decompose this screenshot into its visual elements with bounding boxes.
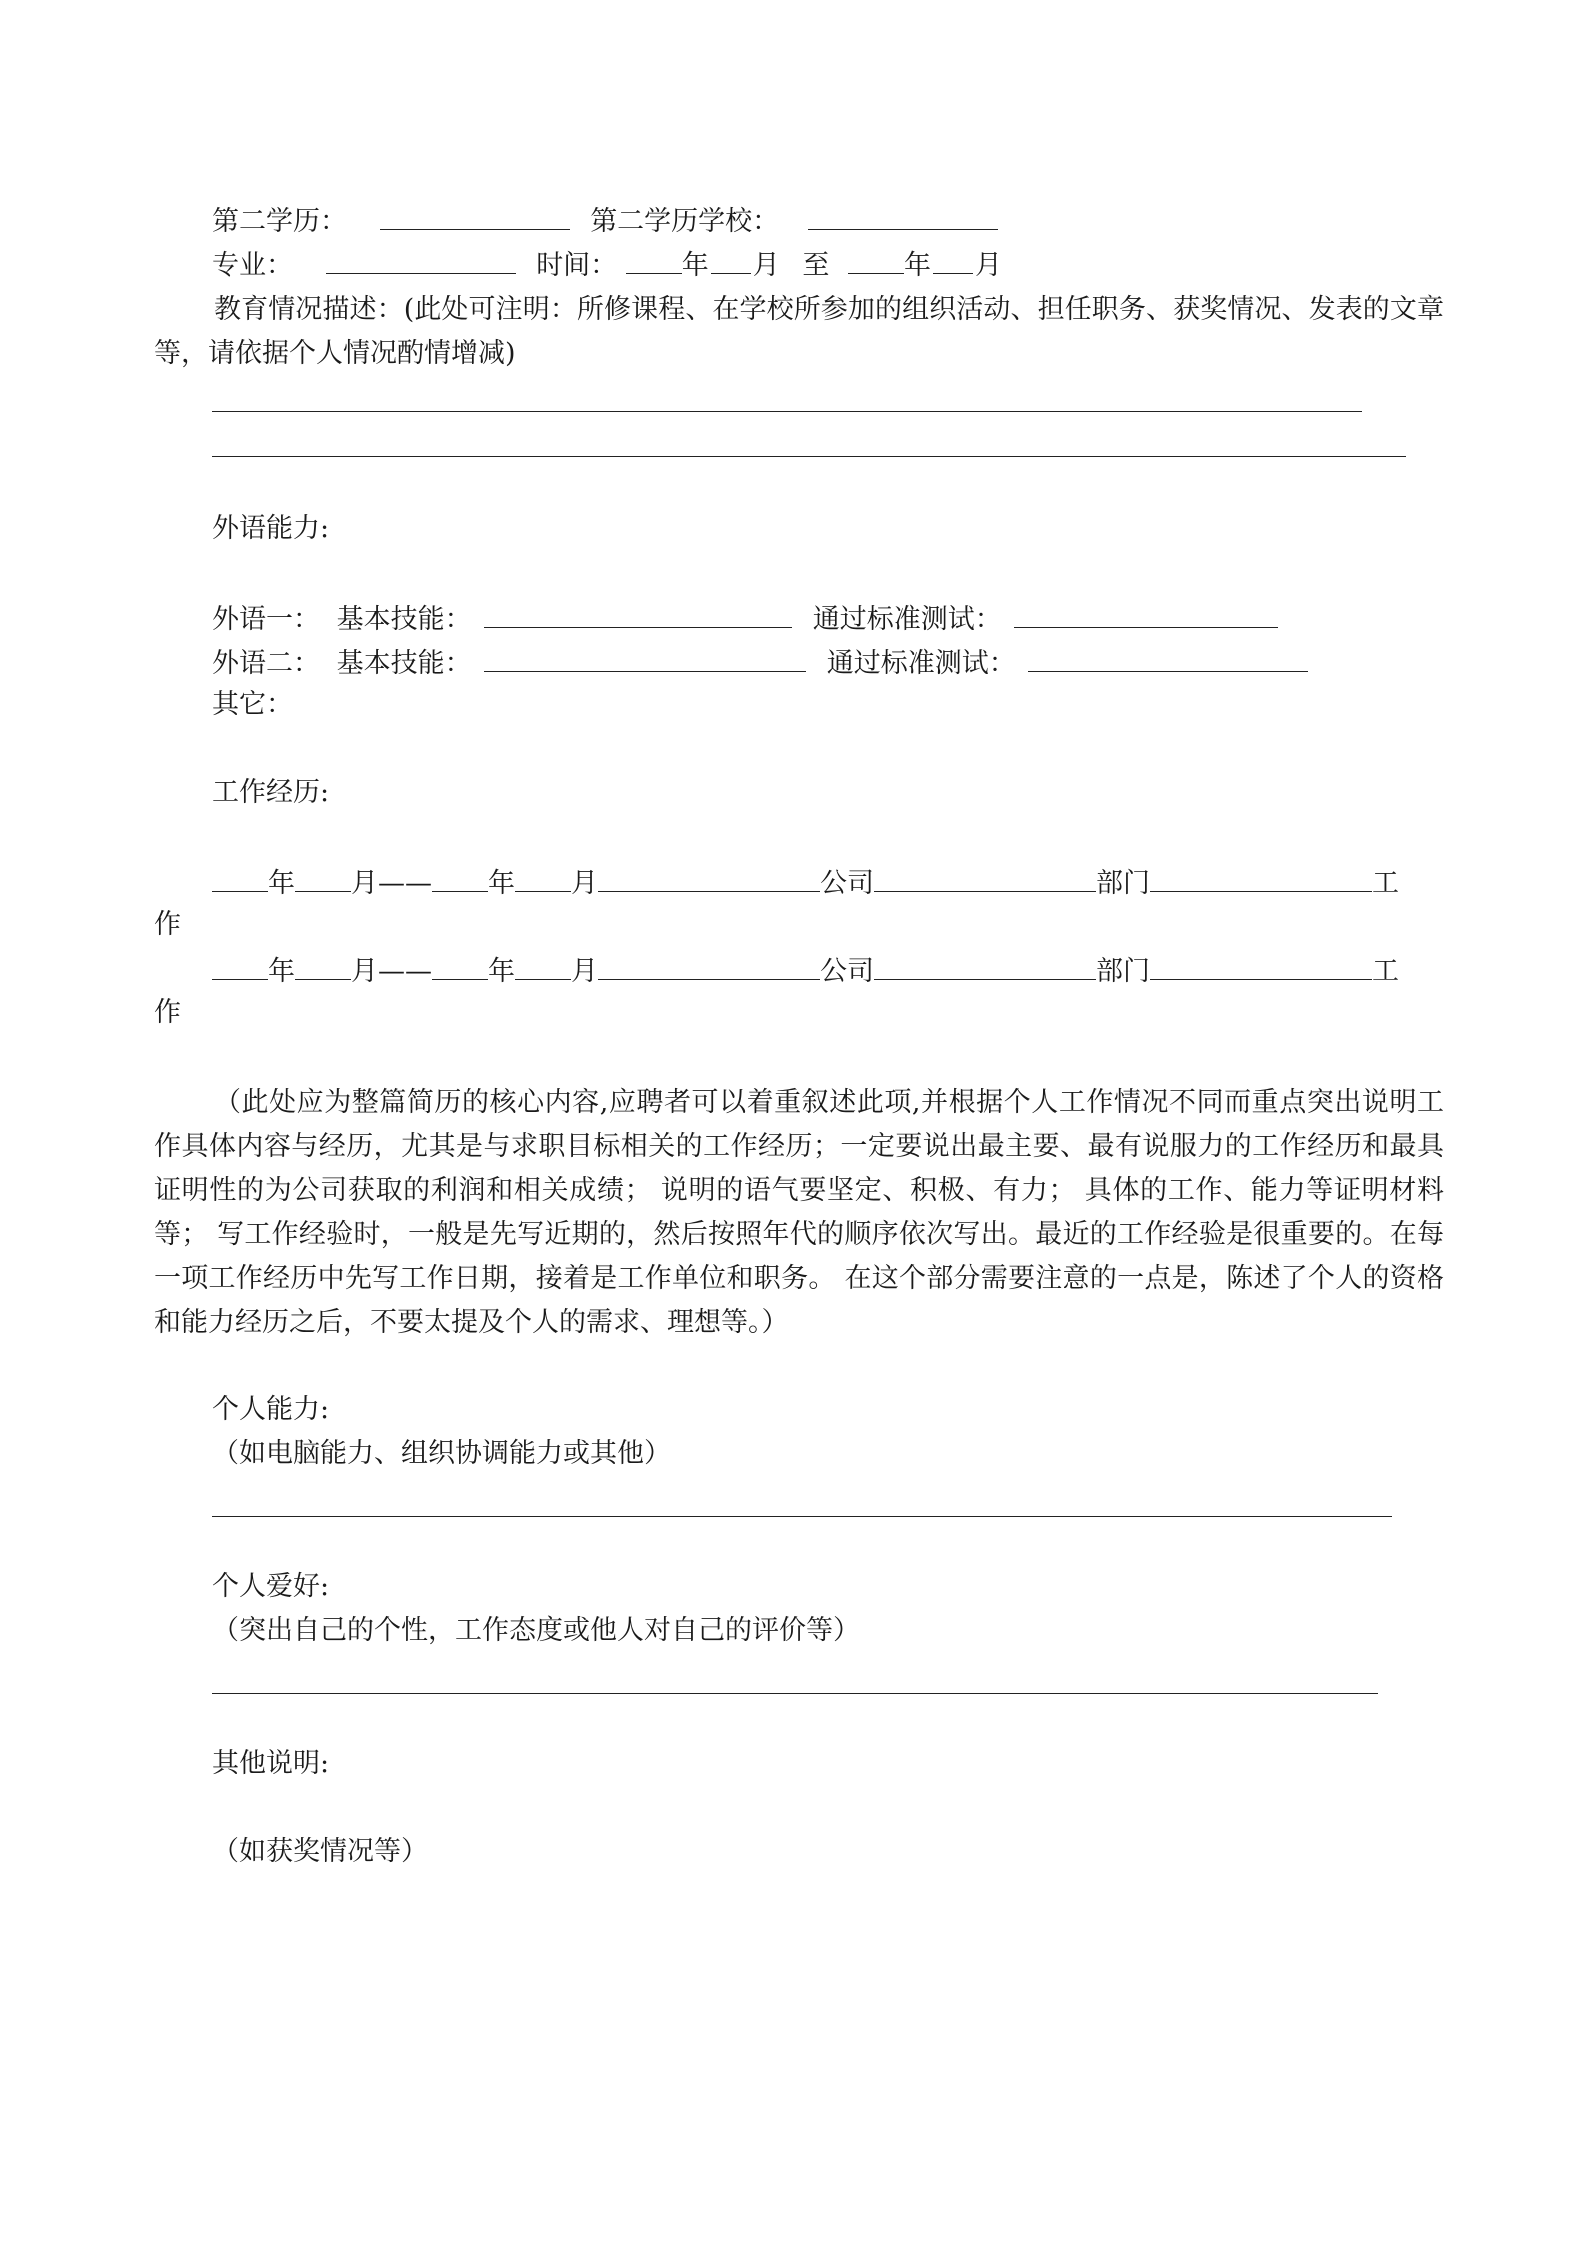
dept-label: 部门 (1096, 956, 1150, 987)
end-year-field[interactable] (848, 249, 904, 274)
month-label: 月 (351, 868, 378, 899)
hobby-hint: （突出自己的个性，工作态度或他人对自己的评价等） (212, 1615, 860, 1646)
work-end-month[interactable] (515, 867, 571, 892)
work-company-field[interactable] (598, 955, 820, 980)
language-1-label: 外语一： (212, 604, 320, 635)
education-description: 教育情况描述：(此处可注明：所修课程、在学校所参加的组织活动、担任职务、获奖情况、发表的文章等，请依据个人情况酌情增减) (154, 294, 1444, 369)
to-label: 至 (802, 250, 830, 281)
work-char: 工 (1372, 868, 1399, 899)
work-row-1 (212, 867, 1399, 897)
work-row-2-wrap: 作 (154, 997, 181, 1028)
work-end-year[interactable] (432, 867, 488, 892)
language-1-skill-field[interactable] (484, 603, 792, 628)
second-school-label: 第二学历学校： (590, 206, 780, 237)
work-title-field[interactable] (1150, 955, 1372, 980)
second-degree-field[interactable] (380, 205, 570, 230)
ability-hint: （如电脑能力、组织协调能力或其他） (212, 1438, 671, 1469)
dash: —— (378, 868, 432, 899)
work-title-field[interactable] (1150, 867, 1372, 892)
skill-label: 基本技能： (336, 604, 472, 635)
month-label: 月 (571, 956, 598, 987)
year-label: 年 (681, 250, 709, 281)
year-label: 年 (268, 868, 295, 899)
end-month-field[interactable] (933, 249, 973, 274)
language-2-row (212, 647, 1312, 677)
month-label: 月 (571, 868, 598, 899)
test-label: 通过标准测试： (812, 604, 1002, 635)
language-2-skill-field[interactable] (484, 647, 806, 672)
work-row-1-wrap: 作 (154, 909, 181, 940)
language-2-label: 外语二： (212, 648, 320, 679)
work-start-month[interactable] (295, 955, 351, 980)
work-char: 工 (1372, 956, 1399, 987)
work-start-month[interactable] (295, 867, 351, 892)
work-company-field[interactable] (598, 867, 820, 892)
company-label: 公司 (820, 868, 874, 899)
description-line-1[interactable] (212, 411, 1362, 412)
work-note: （此处应为整篇简历的核心内容,应聘者可以着重叙述此项,并根据个人工作情况不同而重点突出说明工作具体内容与经历，尤其是与求职目标相关的工作经历；一定要说出最主要、最有说服力的工作经历和最具证明性的为公司获取的利润和相关成绩； 说明的语气要坚定、积极、有力； 具体的工作、能力等证明材料等； 写工作经验时，一般是先写近期的，然后按照年代的顺序依次写出。最近的工作经验是很重要的。在每一项工作经历中先写工作日期，接着是工作单位和职务。 在这个部分需要注意的一点是，陈述了个人的资格和能力经历之后，不要太提及个人的需求、理想等。） (154, 1087, 1444, 1338)
work-end-month[interactable] (515, 955, 571, 980)
company-label: 公司 (820, 956, 874, 987)
work-dept-field[interactable] (874, 867, 1096, 892)
major-field[interactable] (326, 249, 516, 274)
description-line-2[interactable] (212, 456, 1406, 457)
language-2-test-field[interactable] (1028, 647, 1308, 672)
work-end-year[interactable] (432, 955, 488, 980)
major-label: 专业： (212, 250, 293, 281)
language-1-row (212, 603, 1282, 633)
hobby-section-title: 个人爱好: (212, 1571, 330, 1602)
second-degree-label: 第二学历： (212, 206, 347, 237)
work-row-2 (212, 955, 1399, 985)
dash: —— (378, 956, 432, 987)
other-hint: （如获奖情况等） (212, 1836, 428, 1867)
other-section-title: 其他说明: (212, 1748, 330, 1779)
second-school-field[interactable] (808, 205, 998, 230)
work-start-year[interactable] (212, 867, 268, 892)
month-label: 月 (974, 250, 1002, 281)
year-label: 年 (268, 956, 295, 987)
test-label: 通过标准测试： (826, 648, 1016, 679)
start-year-field[interactable] (626, 249, 682, 274)
hobby-line[interactable] (212, 1693, 1378, 1694)
year-label: 年 (488, 956, 515, 987)
language-other-label: 其它： (212, 689, 293, 720)
language-section-title: 外语能力: (212, 513, 330, 544)
major-time-row (212, 249, 1002, 279)
time-label: 时间： (536, 250, 618, 281)
work-start-year[interactable] (212, 955, 268, 980)
start-month-field[interactable] (711, 249, 751, 274)
language-1-test-field[interactable] (1014, 603, 1278, 628)
year-label: 年 (903, 250, 931, 281)
dept-label: 部门 (1096, 868, 1150, 899)
month-label: 月 (752, 250, 780, 281)
month-label: 月 (351, 956, 378, 987)
work-section-title: 工作经历: (212, 777, 330, 808)
ability-line[interactable] (212, 1516, 1392, 1517)
second-degree-row (212, 205, 1002, 235)
ability-section-title: 个人能力: (212, 1394, 330, 1425)
work-dept-field[interactable] (874, 955, 1096, 980)
year-label: 年 (488, 868, 515, 899)
skill-label: 基本技能： (336, 648, 472, 679)
